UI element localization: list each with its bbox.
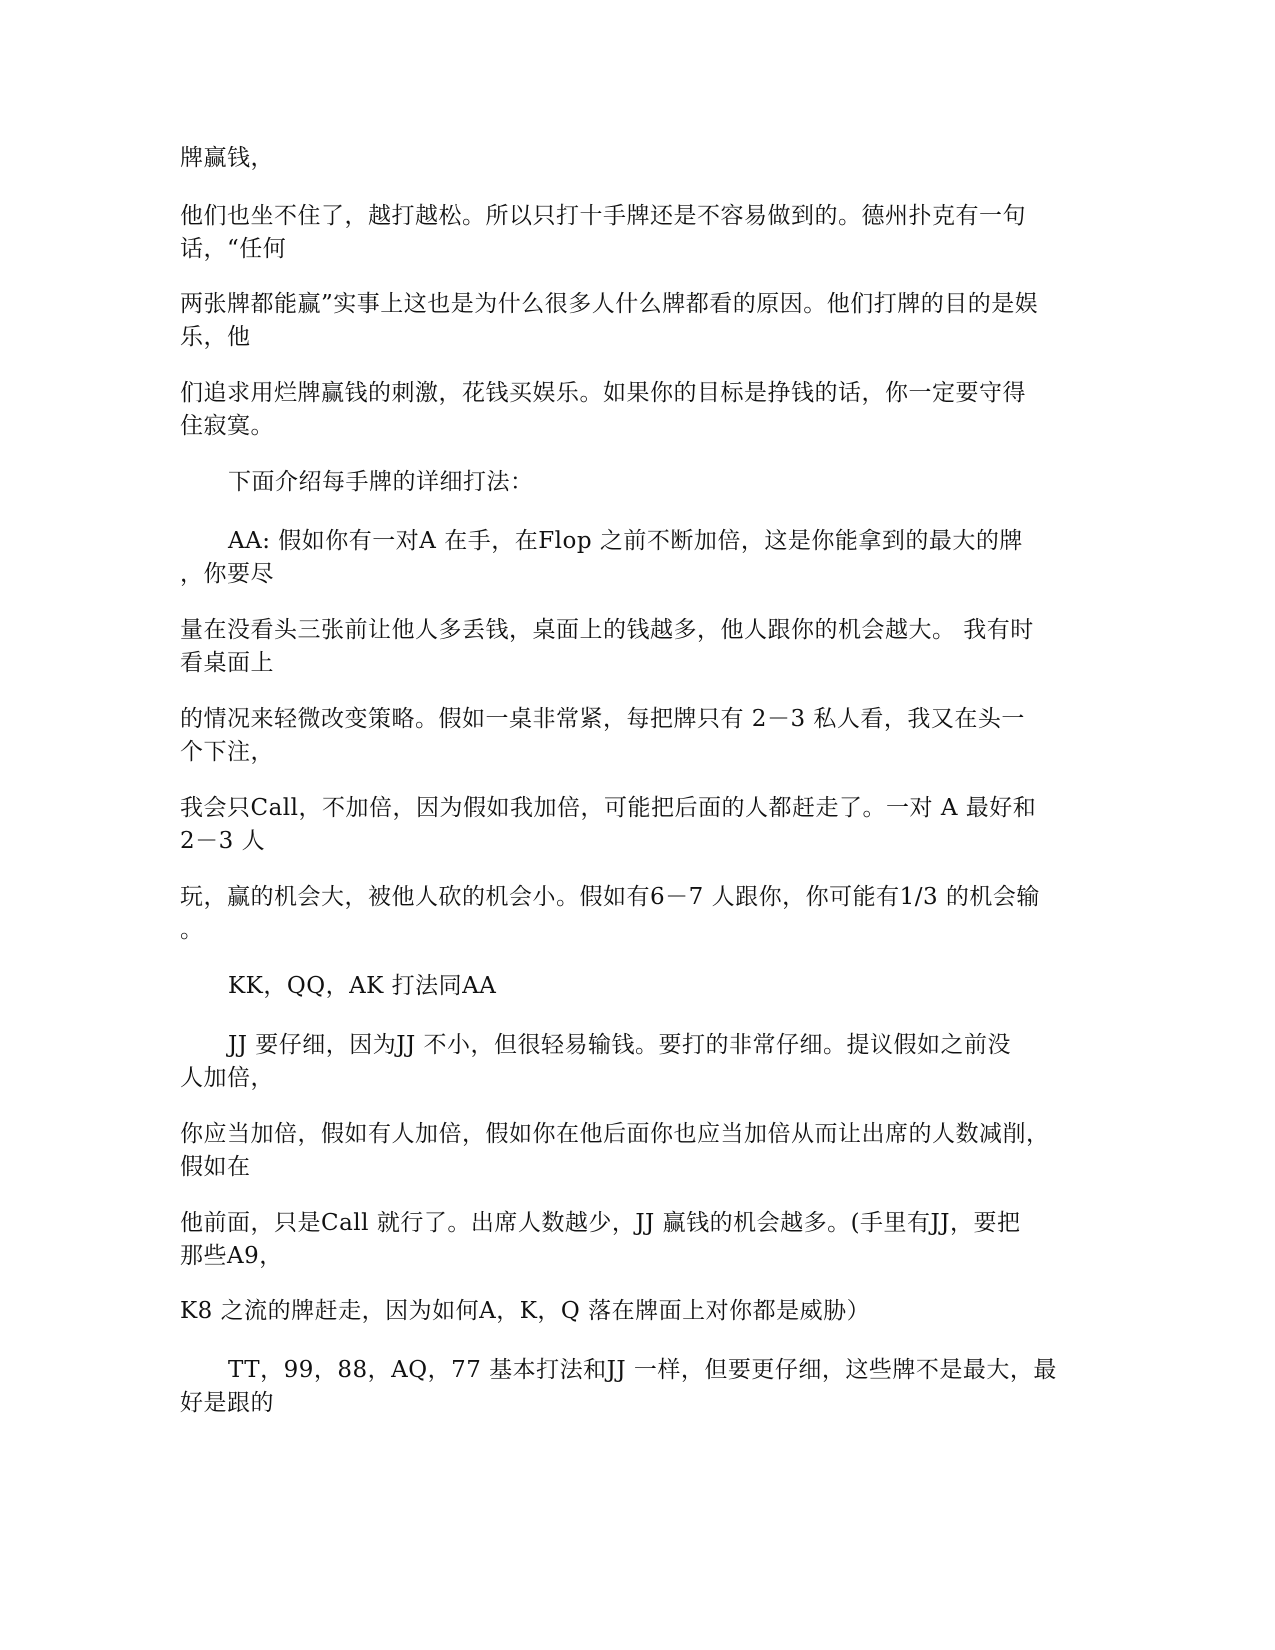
text-line: ，你要尽 bbox=[180, 561, 274, 587]
text-line: 假如在 bbox=[180, 1154, 251, 1180]
paragraph-2 bbox=[180, 200, 1060, 266]
text-line: 乐，他 bbox=[180, 324, 251, 350]
paragraph-6 bbox=[180, 525, 1068, 591]
text-line: 话，“任何 bbox=[180, 236, 287, 262]
text-line: 的情况来轻微改变策略。假如一桌非常紧，每把牌只有 2－3 私人看，我又在头一 bbox=[180, 706, 1025, 732]
paragraph-3 bbox=[180, 288, 1060, 354]
paragraph-15 bbox=[180, 1295, 1060, 1328]
text-line: TT，99，88，AQ，77 基本打法和JJ 一样，但要更仔细，这些牌不是最大，最 bbox=[228, 1357, 1057, 1383]
paragraph-1 bbox=[180, 142, 1060, 175]
text-line: 们追求用烂牌赢钱的刺激，花钱买娱乐。如果你的目标是挣钱的话，你一定要守得 bbox=[180, 380, 1026, 406]
paragraph-4 bbox=[180, 377, 1060, 443]
text-line: 好是跟的 bbox=[180, 1390, 274, 1416]
text-line: 。 bbox=[180, 917, 204, 943]
paragraph-5 bbox=[228, 466, 1068, 499]
text-line: JJ 要仔细，因为JJ 不小，但很轻易输钱。要打的非常仔细。提议假如之前没 bbox=[228, 1032, 1012, 1058]
paragraph-16 bbox=[180, 1354, 1068, 1420]
text-line: 我会只Call，不加倍，因为假如我加倍，可能把后面的人都赶走了。一对 A 最好和 bbox=[180, 795, 1037, 821]
text-line: 住寂寞。 bbox=[180, 413, 274, 439]
paragraph-10 bbox=[180, 881, 1060, 947]
paragraph-9 bbox=[180, 792, 1060, 858]
text-line: 他前面，只是Call 就行了。出席人数越少，JJ 赢钱的机会越多。(手里有JJ，要把 bbox=[180, 1210, 1021, 1236]
text-line: 玩，赢的机会大，被他人砍的机会小。假如有6－7 人跟你，你可能有1/3 的机会输 bbox=[180, 884, 1040, 910]
text-line: 看桌面上 bbox=[180, 650, 274, 676]
paragraph-13 bbox=[180, 1118, 1060, 1184]
text-line: 他们也坐不住了，越打越松。所以只打十手牌还是不容易做到的。德州扑克有一句 bbox=[180, 203, 1026, 229]
text-line: KK，QQ，AK 打法同AA bbox=[228, 973, 497, 999]
paragraph-12 bbox=[180, 1029, 1068, 1095]
text-line: 牌赢钱， bbox=[180, 145, 274, 171]
paragraph-8 bbox=[180, 703, 1060, 769]
text-line: 量在没看头三张前让他人多丢钱，桌面上的钱越多，他人跟你的机会越大。 我有时 bbox=[180, 617, 1034, 643]
paragraph-11 bbox=[228, 970, 1068, 1003]
text-line: 下面介绍每手牌的详细打法： bbox=[228, 469, 534, 495]
text-line: AA: 假如你有一对A 在手，在Flop 之前不断加倍，这是你能拿到的最大的牌 bbox=[228, 528, 1023, 554]
text-line: 那些A9， bbox=[180, 1243, 283, 1269]
text-line: 两张牌都能赢”实事上这也是为什么很多人什么牌都看的原因。他们打牌的目的是娱 bbox=[180, 291, 1039, 317]
text-line: 个下注， bbox=[180, 739, 274, 765]
text-line: 人加倍， bbox=[180, 1065, 274, 1091]
paragraph-14 bbox=[180, 1207, 1060, 1273]
text-line: K8 之流的牌赶走，因为如何A，K，Q 落在牌面上对你都是威胁） bbox=[180, 1298, 871, 1324]
paragraph-7 bbox=[180, 614, 1060, 680]
text-line: 你应当加倍，假如有人加倍，假如你在他后面你也应当加倍从而让出席的人数减削， bbox=[180, 1121, 1050, 1147]
text-line: 2－3 人 bbox=[180, 828, 266, 854]
